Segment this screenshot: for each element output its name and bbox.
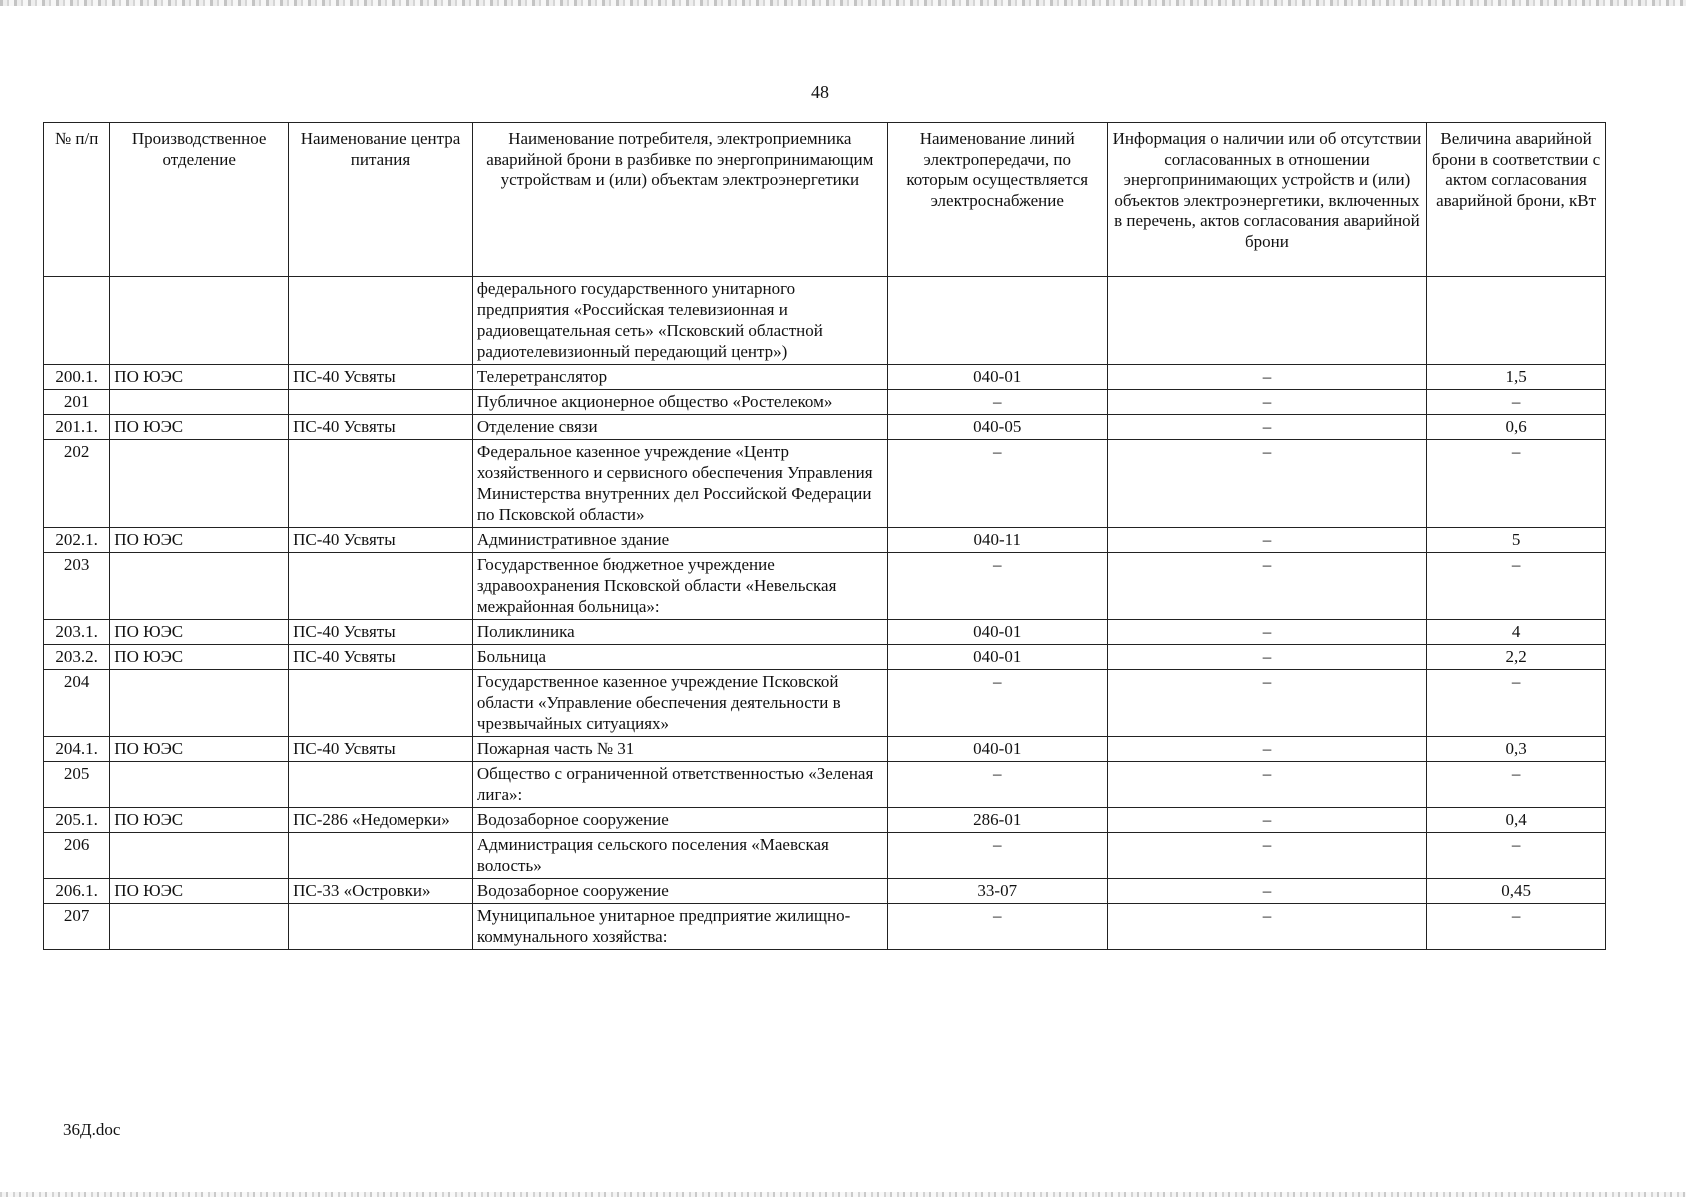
cell-consumer: Водозаборное сооружение <box>472 879 887 904</box>
table-row <box>44 645 1606 670</box>
cell-power-center <box>289 440 473 528</box>
cell-agreement-info: – <box>1107 833 1426 879</box>
cell-agreement-info: – <box>1107 879 1426 904</box>
cell-department: ПО ЮЭС <box>110 879 289 904</box>
cell-number: 201.1. <box>44 415 110 440</box>
cell-consumer: Общество с ограниченной ответственностью «Зеленая лига»: <box>472 762 887 808</box>
cell-reserve-value: 0,45 <box>1427 879 1606 904</box>
cell-department <box>110 440 289 528</box>
cell-reserve-value: – <box>1427 553 1606 620</box>
cell-agreement-info: – <box>1107 440 1426 528</box>
cell-number <box>44 277 110 365</box>
cell-reserve-value: – <box>1427 762 1606 808</box>
cell-power-center: ПС-40 Усвяты <box>289 528 473 553</box>
cell-department <box>110 762 289 808</box>
cell-department: ПО ЮЭС <box>110 620 289 645</box>
cell-consumer: Пожарная часть № 31 <box>472 737 887 762</box>
cell-consumer: Государственное бюджетное учреждение здравоохранения Псковской области «Невельская межрайонная больница»: <box>472 553 887 620</box>
table-row <box>44 879 1606 904</box>
table-row <box>44 440 1606 528</box>
cell-power-center <box>289 762 473 808</box>
cell-reserve-value: 2,2 <box>1427 645 1606 670</box>
cell-agreement-info: – <box>1107 762 1426 808</box>
cell-consumer: Государственное казенное учреждение Псковской области «Управление обеспечения деятельности в чрезвычайных ситуациях» <box>472 670 887 737</box>
scan-edge-bottom <box>0 1192 1686 1197</box>
table-row <box>44 833 1606 879</box>
col-header-agreement-info: Информация о наличии или об отсутствии согласованных в отношении энергопринимающих устройств и (или) объектов электроэнергетики, включенных в перечень, актов согласования аварийной брони <box>1107 123 1426 277</box>
cell-consumer: Отделение связи <box>472 415 887 440</box>
cell-department: ПО ЮЭС <box>110 737 289 762</box>
cell-department: ПО ЮЭС <box>110 645 289 670</box>
cell-department <box>110 390 289 415</box>
cell-power-center <box>289 904 473 950</box>
cell-consumer: Администрация сельского поселения «Маевская волость» <box>472 833 887 879</box>
col-header-number: № п/п <box>44 123 110 277</box>
cell-department <box>110 670 289 737</box>
cell-agreement-info: – <box>1107 553 1426 620</box>
table-row <box>44 808 1606 833</box>
cell-agreement-info: – <box>1107 415 1426 440</box>
cell-number: 206.1. <box>44 879 110 904</box>
cell-consumer: Телеретранслятор <box>472 365 887 390</box>
cell-number: 202.1. <box>44 528 110 553</box>
cell-agreement-info: – <box>1107 390 1426 415</box>
cell-reserve-value: 1,5 <box>1427 365 1606 390</box>
cell-consumer: Административное здание <box>472 528 887 553</box>
cell-power-center <box>289 390 473 415</box>
col-header-power-lines: Наименование линий электропередачи, по которым осуществляется электроснабжение <box>887 123 1107 277</box>
cell-reserve-value: – <box>1427 390 1606 415</box>
cell-power-line: – <box>887 670 1107 737</box>
table-row <box>44 365 1606 390</box>
cell-department: ПО ЮЭС <box>110 365 289 390</box>
page-number: 48 <box>811 82 829 102</box>
cell-power-line <box>887 277 1107 365</box>
cell-department: ПО ЮЭС <box>110 415 289 440</box>
cell-power-center: ПС-40 Усвяты <box>289 737 473 762</box>
cell-power-center <box>289 833 473 879</box>
cell-department <box>110 277 289 365</box>
cell-number: 203.2. <box>44 645 110 670</box>
col-header-reserve-value: Величина аварийной брони в соответствии с актом согласования аварийной брони, кВт <box>1427 123 1606 277</box>
cell-number: 205.1. <box>44 808 110 833</box>
cell-power-line: 040-01 <box>887 365 1107 390</box>
emergency-reserve-table <box>43 122 1606 950</box>
table-row <box>44 553 1606 620</box>
cell-power-center: ПС-40 Усвяты <box>289 415 473 440</box>
cell-consumer: Муниципальное унитарное предприятие жилищно-коммунального хозяйства: <box>472 904 887 950</box>
cell-power-line: – <box>887 833 1107 879</box>
cell-department: ПО ЮЭС <box>110 808 289 833</box>
cell-number: 203.1. <box>44 620 110 645</box>
cell-reserve-value: 0,4 <box>1427 808 1606 833</box>
col-header-power-center: Наименование центра питания <box>289 123 473 277</box>
cell-reserve-value: – <box>1427 904 1606 950</box>
cell-consumer: Публичное акционерное общество «Ростелеком» <box>472 390 887 415</box>
cell-number: 204.1. <box>44 737 110 762</box>
cell-reserve-value: 4 <box>1427 620 1606 645</box>
cell-power-center: ПС-286 «Недомерки» <box>289 808 473 833</box>
cell-reserve-value: – <box>1427 670 1606 737</box>
cell-reserve-value: 0,6 <box>1427 415 1606 440</box>
table-row <box>44 390 1606 415</box>
cell-agreement-info: – <box>1107 645 1426 670</box>
cell-power-center <box>289 670 473 737</box>
footer-filename: 36Д.doc <box>63 1120 121 1139</box>
table-row <box>44 737 1606 762</box>
cell-department <box>110 904 289 950</box>
cell-number: 201 <box>44 390 110 415</box>
cell-department <box>110 553 289 620</box>
cell-power-center <box>289 553 473 620</box>
cell-power-line: 040-11 <box>887 528 1107 553</box>
cell-power-center <box>289 277 473 365</box>
cell-agreement-info: – <box>1107 528 1426 553</box>
cell-power-center: ПС-40 Усвяты <box>289 645 473 670</box>
table-row <box>44 904 1606 950</box>
cell-agreement-info: – <box>1107 737 1426 762</box>
cell-power-line: 040-01 <box>887 620 1107 645</box>
cell-consumer: Водозаборное сооружение <box>472 808 887 833</box>
table-row <box>44 762 1606 808</box>
cell-power-center: ПС-40 Усвяты <box>289 365 473 390</box>
cell-power-line: 33-07 <box>887 879 1107 904</box>
table-row <box>44 620 1606 645</box>
cell-number: 203 <box>44 553 110 620</box>
cell-reserve-value: 0,3 <box>1427 737 1606 762</box>
table-row <box>44 277 1606 365</box>
cell-consumer: Больница <box>472 645 887 670</box>
table-header-row <box>44 123 1606 277</box>
cell-number: 205 <box>44 762 110 808</box>
scan-edge-top <box>0 0 1686 6</box>
table-row <box>44 670 1606 737</box>
cell-agreement-info: – <box>1107 365 1426 390</box>
cell-reserve-value: – <box>1427 440 1606 528</box>
cell-department: ПО ЮЭС <box>110 528 289 553</box>
cell-agreement-info: – <box>1107 808 1426 833</box>
cell-power-line: – <box>887 762 1107 808</box>
cell-power-center: ПС-33 «Островки» <box>289 879 473 904</box>
cell-agreement-info: – <box>1107 670 1426 737</box>
cell-reserve-value <box>1427 277 1606 365</box>
cell-agreement-info: – <box>1107 620 1426 645</box>
cell-power-line: 286-01 <box>887 808 1107 833</box>
cell-power-line: – <box>887 553 1107 620</box>
cell-power-line: 040-01 <box>887 737 1107 762</box>
cell-number: 204 <box>44 670 110 737</box>
table-row <box>44 415 1606 440</box>
cell-number: 200.1. <box>44 365 110 390</box>
table-body <box>44 277 1606 950</box>
cell-agreement-info: – <box>1107 904 1426 950</box>
cell-power-line: – <box>887 904 1107 950</box>
cell-reserve-value: 5 <box>1427 528 1606 553</box>
cell-power-center: ПС-40 Усвяты <box>289 620 473 645</box>
cell-consumer: Федеральное казенное учреждение «Центр хозяйственного и сервисного обеспечения Управления Министерства внутренних дел Российской Федерации по Псковской области» <box>472 440 887 528</box>
cell-power-line: 040-05 <box>887 415 1107 440</box>
cell-number: 202 <box>44 440 110 528</box>
cell-consumer: федерального государственного унитарного предприятия «Российская телевизионная и радиовещательная сеть» «Псковский областной радиотелевизионный передающий центр») <box>472 277 887 365</box>
cell-department <box>110 833 289 879</box>
cell-number: 206 <box>44 833 110 879</box>
col-header-department: Производственное отделение <box>110 123 289 277</box>
cell-reserve-value: – <box>1427 833 1606 879</box>
cell-power-line: – <box>887 390 1107 415</box>
cell-power-line: – <box>887 440 1107 528</box>
cell-number: 207 <box>44 904 110 950</box>
col-header-consumer: Наименование потребителя, электроприемника аварийной брони в разбивке по энергопринимающим устройствам и (или) объектам электроэнергетики <box>472 123 887 277</box>
cell-agreement-info <box>1107 277 1426 365</box>
cell-power-line: 040-01 <box>887 645 1107 670</box>
cell-consumer: Поликлиника <box>472 620 887 645</box>
table-row <box>44 528 1606 553</box>
